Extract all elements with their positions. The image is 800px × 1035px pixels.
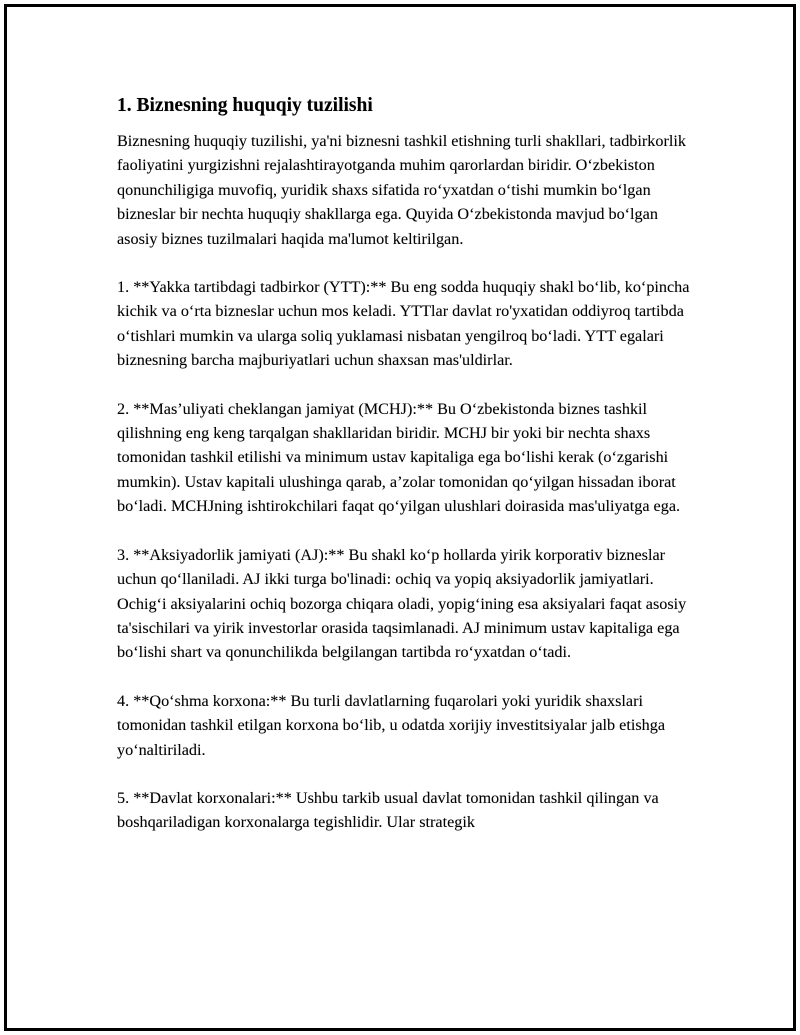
- intro-paragraph: Biznesning huquqiy tuzilishi, ya'ni biznesni tashkil etishning turli shakllari, tadbirkorlik faoliyatini yurgizishni rejalashtirayotganda muhim qarorlardan biridir. O‘zbekiston qonunchiligiga muvofiq, yuridik shaxs sifatida ro‘yxatdan o‘tishi mumkin bo‘lgan bizneslar bir nechta huquqiy shakllarga ega. Quyida O‘zbekistonda mavjud bo‘lgan asosiy biznes tuzilmalari haqida ma'lumot keltirilgan.: [117, 132, 686, 248]
- paragraph-ytt: 1. **Yakka tartibdagi tadbirkor (YTT):** Bu eng sodda huquqiy shakl bo‘lib, ko‘pincha kichik va o‘rta bizneslar uchun mos keladi. YTTlar davlat ro'yxatidan oddiyroq tartibda o‘tishlari mumkin va ularga soliq yuklamasi nisbatan yengilroq bo‘ladi. YTT egalari biznesning barcha majburiyatlari uchun shaxsan mas'uldirlar.: [117, 278, 690, 370]
- paragraph-aj: 3. **Aksiyadorlik jamiyati (AJ):** Bu shakl ko‘p hollarda yirik korporativ bizneslar uchun qo‘llaniladi. AJ ikki turga bo'linadi: ochiq va yopiq aksiyadorlik jamiyatlari. Ochig‘i aksiyalarini ochiq bozorga chiqara oladi, yopig‘ining esa aksiyalari faqat asosiy ta'sischilari va yirik investorlar orasida taqsimlanadi. AJ minimum ustav kapitaliga ega bo‘lishi shart va qonunchilikda belgilangan tartibda ro‘yxatdan o‘tadi.: [117, 545, 687, 662]
- paragraph-davlat-korxonalari: 5. **Davlat korxonalari:** Ushbu tarkib usual davlat tomonidan tashkil qilingan va boshqariladigan korxonalarga tegishlidir. Ular strategik: [117, 788, 659, 832]
- paragraph-mchj: 2. **Mas’uliyati cheklangan jamiyat (MCHJ):** Bu O‘zbekistonda biznes tashkil qilishning eng keng tarqalgan shakllaridan biridir. MCHJ bir yoki bir nechta shaxs tomonidan tashkil etilishi va minimum ustav kapitaliga ega bo‘lishi kerak (o‘zgarishi mumkin). Ustav kapitali ulushinga qarab, a’zolar tomonidan qo‘yilgan hissadan iborat bo‘ladi. MCHJning ishtirokchilari faqat qo‘yilgan ulushlari doirasida mas'uliyatga ega.: [117, 399, 681, 516]
- paragraph-qoshma-korxona: 4. **Qo‘shma korxona:** Bu turli davlatlarning fuqarolari yoki yuridik shaxslari tomonidan tashkil etilgan korxona bo‘lib, u odatda xorijiy investitsiyalar jalb etishga yo‘naltiriladi.: [117, 691, 666, 759]
- document-body: [117, 93, 692, 835]
- section-heading: 1. Biznesning huquqiy tuzilishi: [117, 95, 373, 116]
